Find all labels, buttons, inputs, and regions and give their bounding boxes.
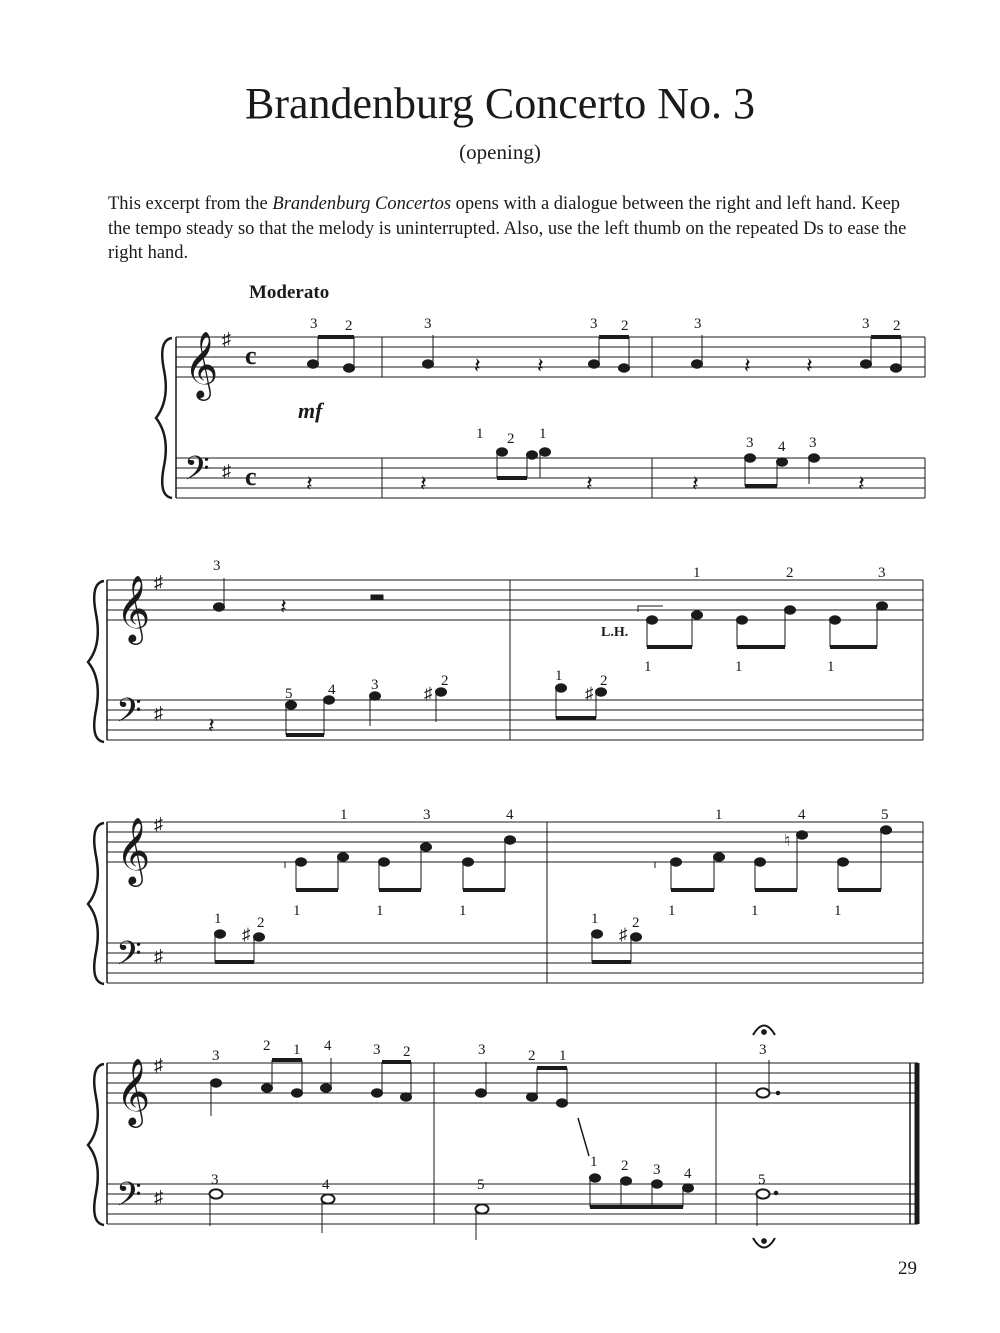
system-3-fingerings <box>214 807 889 931</box>
note-head <box>631 933 642 941</box>
note-head <box>891 364 902 372</box>
note-head <box>757 1088 770 1097</box>
note-head <box>809 454 820 462</box>
fingering: 3 <box>694 316 702 332</box>
note-head <box>877 602 888 610</box>
note-head <box>596 688 607 696</box>
note-head <box>214 603 225 611</box>
fingering: 3 <box>213 558 221 574</box>
sharp-accidental: ♯ <box>619 925 628 944</box>
fingering: 3 <box>478 1042 486 1058</box>
fermata-dot <box>762 1239 767 1244</box>
note-head <box>830 616 841 624</box>
half-rest <box>371 595 383 600</box>
fingering: 1 <box>476 426 484 442</box>
note-head <box>322 1194 335 1203</box>
time-signature: c <box>245 462 257 491</box>
fingering: 2 <box>257 915 265 931</box>
bass-clef-icon: 𝄢 <box>116 1176 142 1221</box>
quarter-rest: 𝄽 <box>208 713 215 738</box>
intro-text-start: This excerpt from the <box>108 194 273 214</box>
note-head <box>861 360 872 368</box>
fingering: 3 <box>373 1042 381 1058</box>
treble-clef-icon: 𝄞 <box>116 576 151 641</box>
fermata-dot <box>762 1030 767 1035</box>
note-head <box>647 616 658 624</box>
fingering: 1 <box>834 903 842 919</box>
note-head <box>254 933 265 941</box>
treble-clef-icon: 𝄞 <box>116 818 151 883</box>
fingering: 4 <box>328 682 336 698</box>
fingering: 1 <box>590 1154 598 1170</box>
key-signature-sharp: ♯ <box>222 461 231 481</box>
fingering: 1 <box>293 903 301 919</box>
fingering: 1 <box>293 1042 301 1058</box>
fingering: 2 <box>441 673 449 689</box>
quarter-rest: 𝄽 <box>858 471 865 496</box>
fingering: 4 <box>778 439 786 455</box>
dynamic-marking: mf <box>298 398 323 423</box>
fingering: 3 <box>211 1172 219 1188</box>
intro-text-end: opens with a dialogue between the right and left hand. Keep the tempo steady so that the melody is uninterrupted. Also, use the left thumb on the repeated Ds to ease the right hand. <box>108 194 907 263</box>
fingering: 3 <box>424 316 432 332</box>
page-title: Brandenburg Concerto No. 3 <box>245 79 755 128</box>
note-head <box>755 858 766 866</box>
note-head <box>321 1084 332 1092</box>
note-head <box>683 1184 694 1192</box>
fingering: 3 <box>653 1162 661 1178</box>
note-head <box>308 360 319 368</box>
note-head <box>476 1204 489 1213</box>
note-head <box>671 858 682 866</box>
key-signature-sharp: ♯ <box>154 1187 163 1207</box>
note-head <box>589 360 600 368</box>
note-head <box>557 1099 568 1107</box>
augmentation-dot <box>774 1191 778 1195</box>
system-1 <box>156 329 925 498</box>
treble-clef-icon: 𝄞 <box>116 1059 151 1124</box>
note-head <box>215 930 226 938</box>
note-head <box>619 364 630 372</box>
system-2 <box>88 572 923 742</box>
fingering: 3 <box>878 565 886 581</box>
fingering: 1 <box>555 668 563 684</box>
quarter-rest: 𝄽 <box>537 353 544 378</box>
note-head <box>344 364 355 372</box>
quarter-rest: 𝄽 <box>306 471 313 496</box>
fingering: 1 <box>715 807 723 823</box>
fingering: 2 <box>786 565 794 581</box>
note-head <box>838 858 849 866</box>
note-head <box>652 1180 663 1188</box>
bass-staff <box>107 700 923 740</box>
sharp-accidental: ♯ <box>424 684 433 703</box>
fingering: 2 <box>345 318 353 334</box>
note-head <box>757 1189 770 1198</box>
note-head <box>497 448 508 456</box>
fingering: 5 <box>477 1177 485 1193</box>
key-signature-sharp: ♯ <box>154 814 163 834</box>
fingering: 5 <box>881 807 889 823</box>
fingering: 2 <box>600 673 608 689</box>
sharp-accidental: ♯ <box>585 684 594 703</box>
fingering: 3 <box>423 807 431 823</box>
note-head <box>262 1084 273 1092</box>
fingering: 1 <box>644 659 652 675</box>
quarter-rest: 𝄽 <box>692 471 699 496</box>
key-signature-sharp: ♯ <box>154 703 163 723</box>
fingering: 2 <box>621 318 629 334</box>
fingering: 1 <box>827 659 835 675</box>
note-head <box>540 448 551 456</box>
fingering: 4 <box>324 1038 332 1054</box>
fingering: 4 <box>798 807 806 823</box>
fingering: 4 <box>322 1177 330 1193</box>
fingering: 3 <box>862 316 870 332</box>
bass-staff <box>107 1184 918 1224</box>
note-head <box>210 1189 223 1198</box>
fingering: 1 <box>735 659 743 675</box>
left-hand-marking: L.H. <box>601 625 629 640</box>
fingering: 4 <box>506 807 514 823</box>
treble-clef-icon: 𝄞 <box>184 332 219 397</box>
note-head <box>527 451 538 459</box>
key-signature-sharp: ♯ <box>154 572 163 592</box>
grand-staff-brace <box>156 338 172 498</box>
quarter-rest: 𝄽 <box>474 353 481 378</box>
natural-accidental: ♮ <box>784 831 791 850</box>
bass-staff <box>176 458 925 498</box>
note-head <box>463 858 474 866</box>
bass-clef-icon: 𝄢 <box>116 935 142 980</box>
fingering: 1 <box>340 807 348 823</box>
quarter-rest: 𝄽 <box>586 471 593 496</box>
bass-clef-icon: 𝄢 <box>116 692 142 737</box>
fingering: 2 <box>263 1038 271 1054</box>
fingering: 3 <box>759 1042 767 1058</box>
grand-staff-brace <box>88 1064 104 1225</box>
fingering: 1 <box>559 1048 567 1064</box>
note-head <box>621 1177 632 1185</box>
fingering: 3 <box>310 316 318 332</box>
system-3 <box>88 814 923 984</box>
fingering: 1 <box>459 903 467 919</box>
fingering: 2 <box>621 1158 629 1174</box>
voice-line <box>578 1118 589 1156</box>
note-head <box>286 701 297 709</box>
note-head <box>296 858 307 866</box>
note-head <box>797 831 808 839</box>
note-head <box>505 836 516 844</box>
note-head <box>592 930 603 938</box>
note-head <box>423 360 434 368</box>
note-head <box>338 853 349 861</box>
fingering: 2 <box>507 431 515 447</box>
note-head <box>590 1174 601 1182</box>
fingering: 1 <box>214 911 222 927</box>
fingering: 3 <box>212 1048 220 1064</box>
note-head <box>379 858 390 866</box>
fingering: 2 <box>893 318 901 334</box>
time-signature: c <box>245 341 257 370</box>
note-head <box>881 826 892 834</box>
note-head <box>436 688 447 696</box>
key-signature-sharp: ♯ <box>154 946 163 966</box>
note-head <box>211 1079 222 1087</box>
fingering: 4 <box>684 1166 692 1182</box>
treble-staff <box>107 1063 918 1103</box>
fingering: 1 <box>591 911 599 927</box>
fingering: 2 <box>403 1044 411 1060</box>
note-head <box>692 360 703 368</box>
sharp-accidental: ♯ <box>242 925 251 944</box>
note-head <box>476 1089 487 1097</box>
bass-clef-icon: 𝄢 <box>184 450 210 495</box>
page-subtitle: (opening) <box>459 140 541 164</box>
page-number: 29 <box>898 1258 917 1279</box>
treble-staff <box>107 580 923 620</box>
note-head <box>370 692 381 700</box>
fingering: 1 <box>539 426 547 442</box>
grand-staff-brace <box>88 823 104 984</box>
augmentation-dot <box>776 1091 780 1095</box>
note-head <box>714 853 725 861</box>
note-head <box>292 1089 303 1097</box>
fingering: 1 <box>693 565 701 581</box>
quarter-rest: 𝄽 <box>744 353 751 378</box>
fingering: 1 <box>751 903 759 919</box>
fingering: 3 <box>746 435 754 451</box>
key-signature-sharp: ♯ <box>222 329 231 349</box>
quarter-rest: 𝄽 <box>280 594 287 619</box>
fingering: 1 <box>376 903 384 919</box>
quarter-rest: 𝄽 <box>420 471 427 496</box>
grand-staff-brace <box>88 581 104 742</box>
note-head <box>527 1093 538 1101</box>
note-head <box>737 616 748 624</box>
note-head <box>745 454 756 462</box>
fingering: 1 <box>668 903 676 919</box>
quarter-rest: 𝄽 <box>806 353 813 378</box>
note-head <box>692 611 703 619</box>
fingering: 3 <box>809 435 817 451</box>
note-head <box>401 1093 412 1101</box>
fingering: 5 <box>285 686 293 702</box>
note-head <box>785 606 796 614</box>
fingering: 5 <box>758 1172 766 1188</box>
fingering: 3 <box>590 316 598 332</box>
key-signature-sharp: ♯ <box>154 1055 163 1075</box>
tempo-marking: Moderato <box>249 282 330 303</box>
note-head <box>777 458 788 466</box>
note-head <box>372 1089 383 1097</box>
fingering: 2 <box>528 1048 536 1064</box>
note-head <box>421 843 432 851</box>
fingering: 2 <box>632 915 640 931</box>
note-head <box>556 684 567 692</box>
fingering: 3 <box>371 677 379 693</box>
intro-italic-title: Brandenburg Concertos <box>272 194 452 214</box>
